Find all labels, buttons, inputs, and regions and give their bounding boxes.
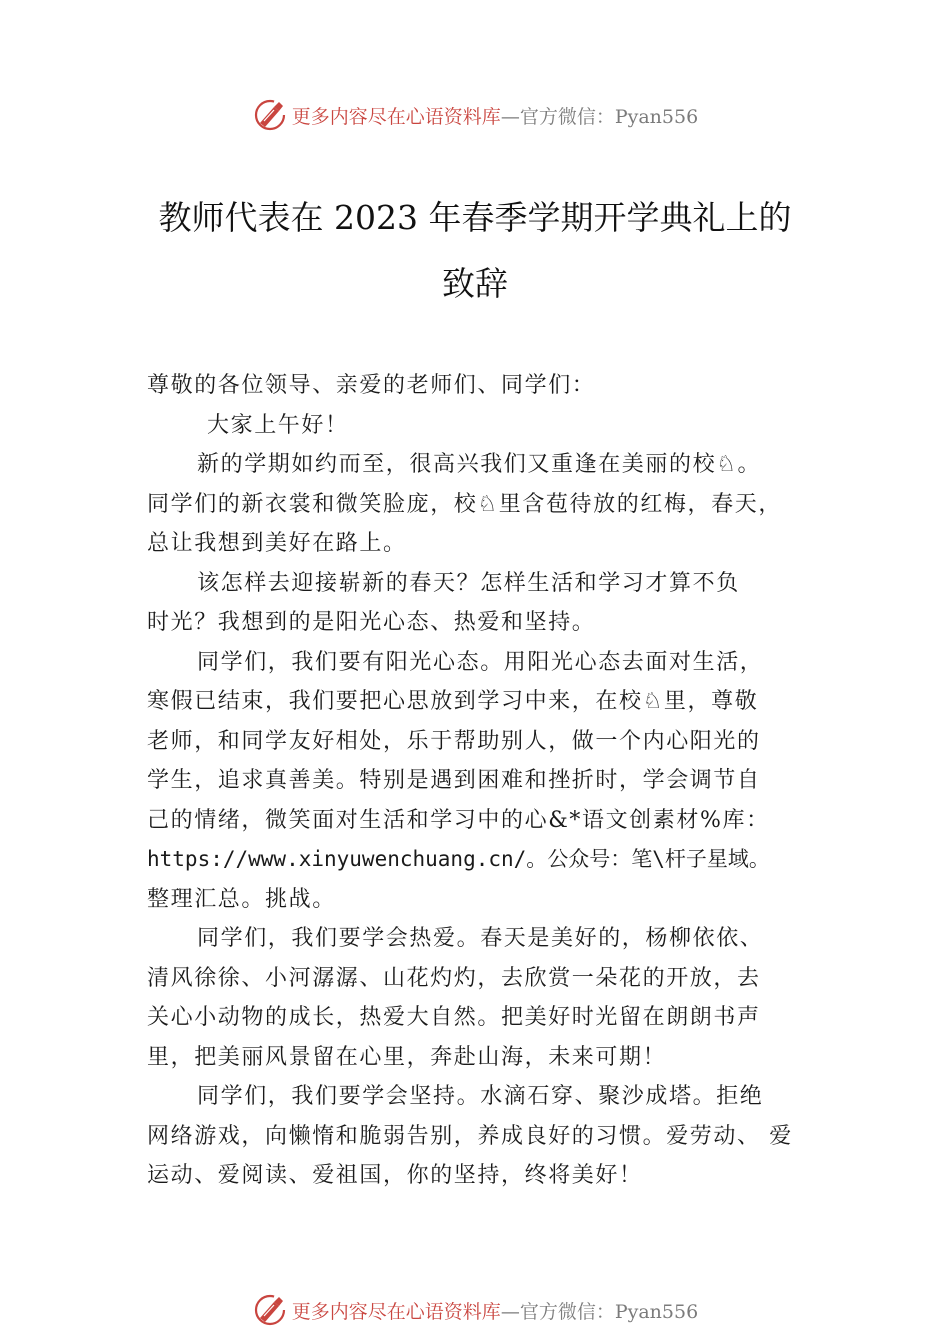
body-line: 整理汇总。挑战。 bbox=[147, 886, 336, 912]
body-line: 学生，追求真善美。特别是遇到困难和挫折时，学会调节自 bbox=[147, 768, 761, 793]
body-line: 大家上午好！ bbox=[207, 412, 349, 438]
body-line: 尊敬的各位领导、亲爱的老师们、同学们： bbox=[147, 373, 596, 398]
banner-wechat-id: Pyan556 bbox=[614, 105, 699, 128]
body-line: 里，把美丽风景留在心里，奔赴山海，未来可期！ bbox=[147, 1044, 667, 1070]
banner-text bbox=[292, 102, 698, 129]
body-line: https://www.xinyuwenchuang.cn/。公众号：笔\杆子星域。 bbox=[147, 847, 770, 871]
banner-dash: — bbox=[500, 105, 520, 128]
page-title-line-1: 教师代表在 2023 年春季学期开学典礼上的 bbox=[158, 198, 792, 237]
body-line: 网络游戏，向懒惰和脆弱告别，养成良好的习惯。爱劳动、 爱 bbox=[147, 1123, 793, 1149]
page-title-line-2: 致辞 bbox=[442, 264, 508, 303]
banner-dash: — bbox=[500, 1300, 520, 1323]
pen-nib-logo-icon bbox=[252, 97, 288, 133]
banner-wechat-label: 官方微信： bbox=[519, 1300, 615, 1323]
banner-text bbox=[292, 1297, 698, 1324]
footer-banner bbox=[0, 1290, 950, 1330]
body-line: 清风徐徐、小河潺潺、山花灼灼，去欣赏一朵花的开放，去 bbox=[147, 965, 761, 991]
body-line: 同学们，我们要学会热爱。春天是美好的，杨柳依依、 bbox=[197, 926, 764, 951]
speech-body bbox=[147, 366, 827, 1196]
body-line: 该怎样去迎接崭新的春天？怎样生活和学习才算不负 bbox=[197, 570, 740, 596]
body-line: 时光？我想到的是阳光心态、热爱和坚持。 bbox=[147, 610, 596, 635]
banner-wechat-label: 官方微信： bbox=[519, 105, 615, 128]
body-line: 运动、爱阅读、爱祖国，你的坚持，终将美好！ bbox=[147, 1163, 643, 1188]
banner-wechat-id: Pyan556 bbox=[614, 1300, 699, 1323]
body-line: 老师，和同学友好相处，乐于帮助别人，做一个内心阳光的 bbox=[147, 728, 761, 754]
body-line: 关心小动物的成长，热爱大自然。把美好时光留在朗朗书声 bbox=[147, 1005, 761, 1030]
header-banner bbox=[0, 95, 950, 135]
body-line: 己的情绪，微笑面对生活和学习中的心&*语文创素材%库： bbox=[147, 807, 770, 833]
body-line: 同学们的新衣裳和微笑脸庞，校♘里含苞待放的红梅，春天， bbox=[147, 491, 782, 517]
body-line: 新的学期如约而至，很高兴我们又重逢在美丽的校♘。 bbox=[197, 452, 762, 477]
body-line: 同学们，我们要有阳光心态。用阳光心态去面对生活， bbox=[197, 649, 764, 675]
pen-nib-logo-icon bbox=[252, 1292, 288, 1328]
body-line: 总让我想到美好在路上。 bbox=[147, 531, 407, 556]
body-line: 寒假已结束，我们要把心思放到学习中来，在校♘里，尊敬 bbox=[147, 689, 759, 714]
body-line: 同学们，我们要学会坚持。水滴石穿、聚沙成塔。拒绝 bbox=[197, 1084, 764, 1109]
banner-main-text: 更多内容尽在心语资料库 bbox=[291, 105, 501, 128]
banner-main-text: 更多内容尽在心语资料库 bbox=[291, 1300, 501, 1323]
